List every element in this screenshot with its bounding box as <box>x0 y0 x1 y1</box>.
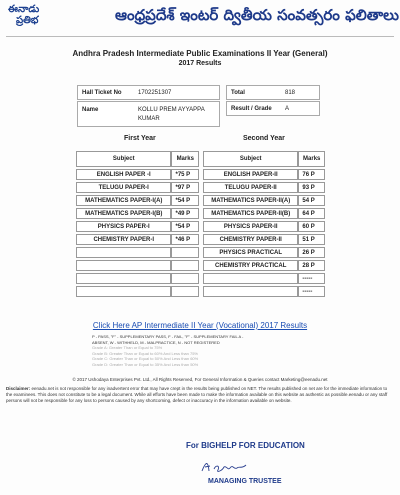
table-row <box>203 273 325 284</box>
marks-cell: *54 P <box>171 195 199 206</box>
disclaimer <box>6 386 394 404</box>
legend-line: Grade D: Greater Than or Equal to 35% And Less than 50% <box>92 361 199 367</box>
exam-year: 2017 Results <box>178 60 222 67</box>
table-row <box>203 195 325 206</box>
subject-cell: MATHEMATICS PAPER-II(B) <box>203 208 298 219</box>
subject-cell: PHYSICS PRACTICAL <box>203 247 298 258</box>
subject-cell: CHEMISTRY PAPER-I <box>76 234 171 245</box>
marks-cell <box>171 273 199 284</box>
subject-cell <box>76 273 171 284</box>
marks-cell: 64 P <box>298 208 325 219</box>
table-row <box>76 286 199 297</box>
marks-cell: 54 P <box>298 195 325 206</box>
table-row <box>203 247 325 258</box>
col-marks: Marks <box>171 151 199 167</box>
table-row <box>203 234 325 245</box>
subject-cell <box>76 286 171 297</box>
subject-cell: CHEMISTRY PRACTICAL <box>203 260 298 271</box>
organisation-name: For BIGHELP FOR EDUCATION <box>186 441 305 450</box>
disclaimer-label: Disclaimer: <box>6 386 31 391</box>
marks-cell: 28 P <box>298 260 325 271</box>
table-row <box>76 260 199 271</box>
vocational-results-link[interactable]: Click Here AP Intermediate II Year (Vocational) 2017 Results <box>92 321 308 330</box>
table-row <box>203 208 325 219</box>
marks-cell: ----- <box>298 286 325 297</box>
marks-cell: 26 P <box>298 247 325 258</box>
subject-cell: ENGLISH PAPER -I <box>76 169 171 180</box>
table-header-row <box>76 151 199 167</box>
table-row <box>203 286 325 297</box>
logo-line2: ప్రతిభ <box>16 15 39 26</box>
hall-ticket-box <box>77 85 220 100</box>
eenadu-pratibha-logo <box>8 4 56 34</box>
marks-cell: *54 P <box>171 221 199 232</box>
hall-ticket-value: 1702251307 <box>138 90 172 96</box>
copyright-text: © 2017 Ushodaya Enterprises Pvt. Ltd., All Rights Reserved, For General Information & Queries contact Marketing@eenadu.net <box>72 377 328 382</box>
subject-cell <box>76 247 171 258</box>
table-row <box>76 273 199 284</box>
logo-line1: ఈనాడు <box>8 4 40 15</box>
student-name-box <box>77 101 220 127</box>
subject-cell: MATHEMATICS PAPER-II(A) <box>203 195 298 206</box>
marks-cell: ----- <box>298 273 325 284</box>
subject-cell: ENGLISH PAPER-II <box>203 169 298 180</box>
total-value: 818 <box>285 90 296 96</box>
table-row <box>76 208 199 219</box>
disclaimer-text: eenadu.net is not responsible for any inadvertent error that may have crept in the results being published on NET. The results published on net are for the immediate information to the examinees. This does not constitute to be a legal document. While all efforts have been made to make the information available on this website as authentic as possible.eenadu or any staff persons will not be responsible for any loss to persons caused by any shortcoming, defect or inaccuracy in the information available on website. <box>6 386 388 403</box>
table-header-row <box>203 151 325 167</box>
name-line2: KUMAR <box>138 116 160 122</box>
marks-cell: 76 P <box>298 169 325 180</box>
first-year-table <box>76 149 199 299</box>
marks-cell: *49 P <box>171 208 199 219</box>
subject-cell: CHEMISTRY PAPER-II <box>203 234 298 245</box>
table-row <box>203 260 325 271</box>
table-row <box>203 182 325 193</box>
result-box <box>226 101 320 116</box>
table-row <box>76 195 199 206</box>
marks-cell: 51 P <box>298 234 325 245</box>
table-row <box>76 169 199 180</box>
subject-cell <box>203 286 298 297</box>
first-year-heading: First Year <box>124 135 156 142</box>
subject-cell <box>203 273 298 284</box>
subject-cell: MATHEMATICS PAPER-I(B) <box>76 208 171 219</box>
table-row <box>76 221 199 232</box>
result-value: A <box>285 106 290 112</box>
legend-line: Grade A: Greater Than or Equal to 75% <box>92 345 163 350</box>
subject-cell: PHYSICS PAPER-I <box>76 221 171 232</box>
subject-cell: TELUGU PAPER-II <box>203 182 298 193</box>
marks-cell: *46 P <box>171 234 199 245</box>
table-row <box>76 182 199 193</box>
marks-cell <box>171 286 199 297</box>
legend-line: P - PASS, "F" - SUPPLEMENTARY PASS, F - FAIL, "F" - SUPPLEMENTARY FAIL A - <box>92 334 244 339</box>
hall-ticket-label: Hall Ticket No <box>82 90 122 96</box>
table-row <box>76 247 199 258</box>
result-legend <box>92 334 243 367</box>
subject-cell: PHYSICS PAPER-II <box>203 221 298 232</box>
subject-cell <box>76 260 171 271</box>
table-row <box>203 221 325 232</box>
table-row <box>76 234 199 245</box>
marks-cell: *97 P <box>171 182 199 193</box>
marks-cell: 93 P <box>298 182 325 193</box>
legend-line: Grade B: Greater Than or Equal to 60% And Less than 75% <box>92 350 198 356</box>
name-label: Name <box>82 107 99 113</box>
total-box <box>226 85 320 100</box>
second-year-heading: Second Year <box>243 135 285 142</box>
result-label: Result / Grade <box>231 106 272 112</box>
legend-line: Grade C: Greater Than or Equal to 50% And Less than 60% <box>92 356 199 361</box>
handwritten-signature <box>200 457 250 477</box>
name-line1: KOLLU PREM AYYAPPA <box>138 107 205 113</box>
header-divider <box>6 36 394 37</box>
col-subject: Subject <box>76 151 171 167</box>
second-year-table <box>203 149 325 299</box>
marks-cell <box>171 260 199 271</box>
total-label: Total <box>231 90 245 96</box>
col-subject: Subject <box>203 151 298 167</box>
marks-cell <box>171 247 199 258</box>
managing-trustee-label: MANAGING TRUSTEE <box>208 478 282 485</box>
subject-cell: TELUGU PAPER-I <box>76 182 171 193</box>
marks-cell: 60 P <box>298 221 325 232</box>
marks-cell: *75 P <box>171 169 199 180</box>
col-marks: Marks <box>298 151 325 167</box>
legend-line: ABSENT, W - WITHHELD, M - MALPRACTICE, N - NOT REGISTERED <box>92 339 220 345</box>
subject-cell: MATHEMATICS PAPER-I(A) <box>76 195 171 206</box>
exam-title: Andhra Pradesh Intermediate Public Examinations II Year (General) <box>72 49 328 58</box>
telugu-banner-title: ఆంధ్రప్రదేశ్ ఇంటర్ ద్వితీయ సంవత్సరం ఫలితాలు <box>115 6 399 24</box>
table-row <box>203 169 325 180</box>
